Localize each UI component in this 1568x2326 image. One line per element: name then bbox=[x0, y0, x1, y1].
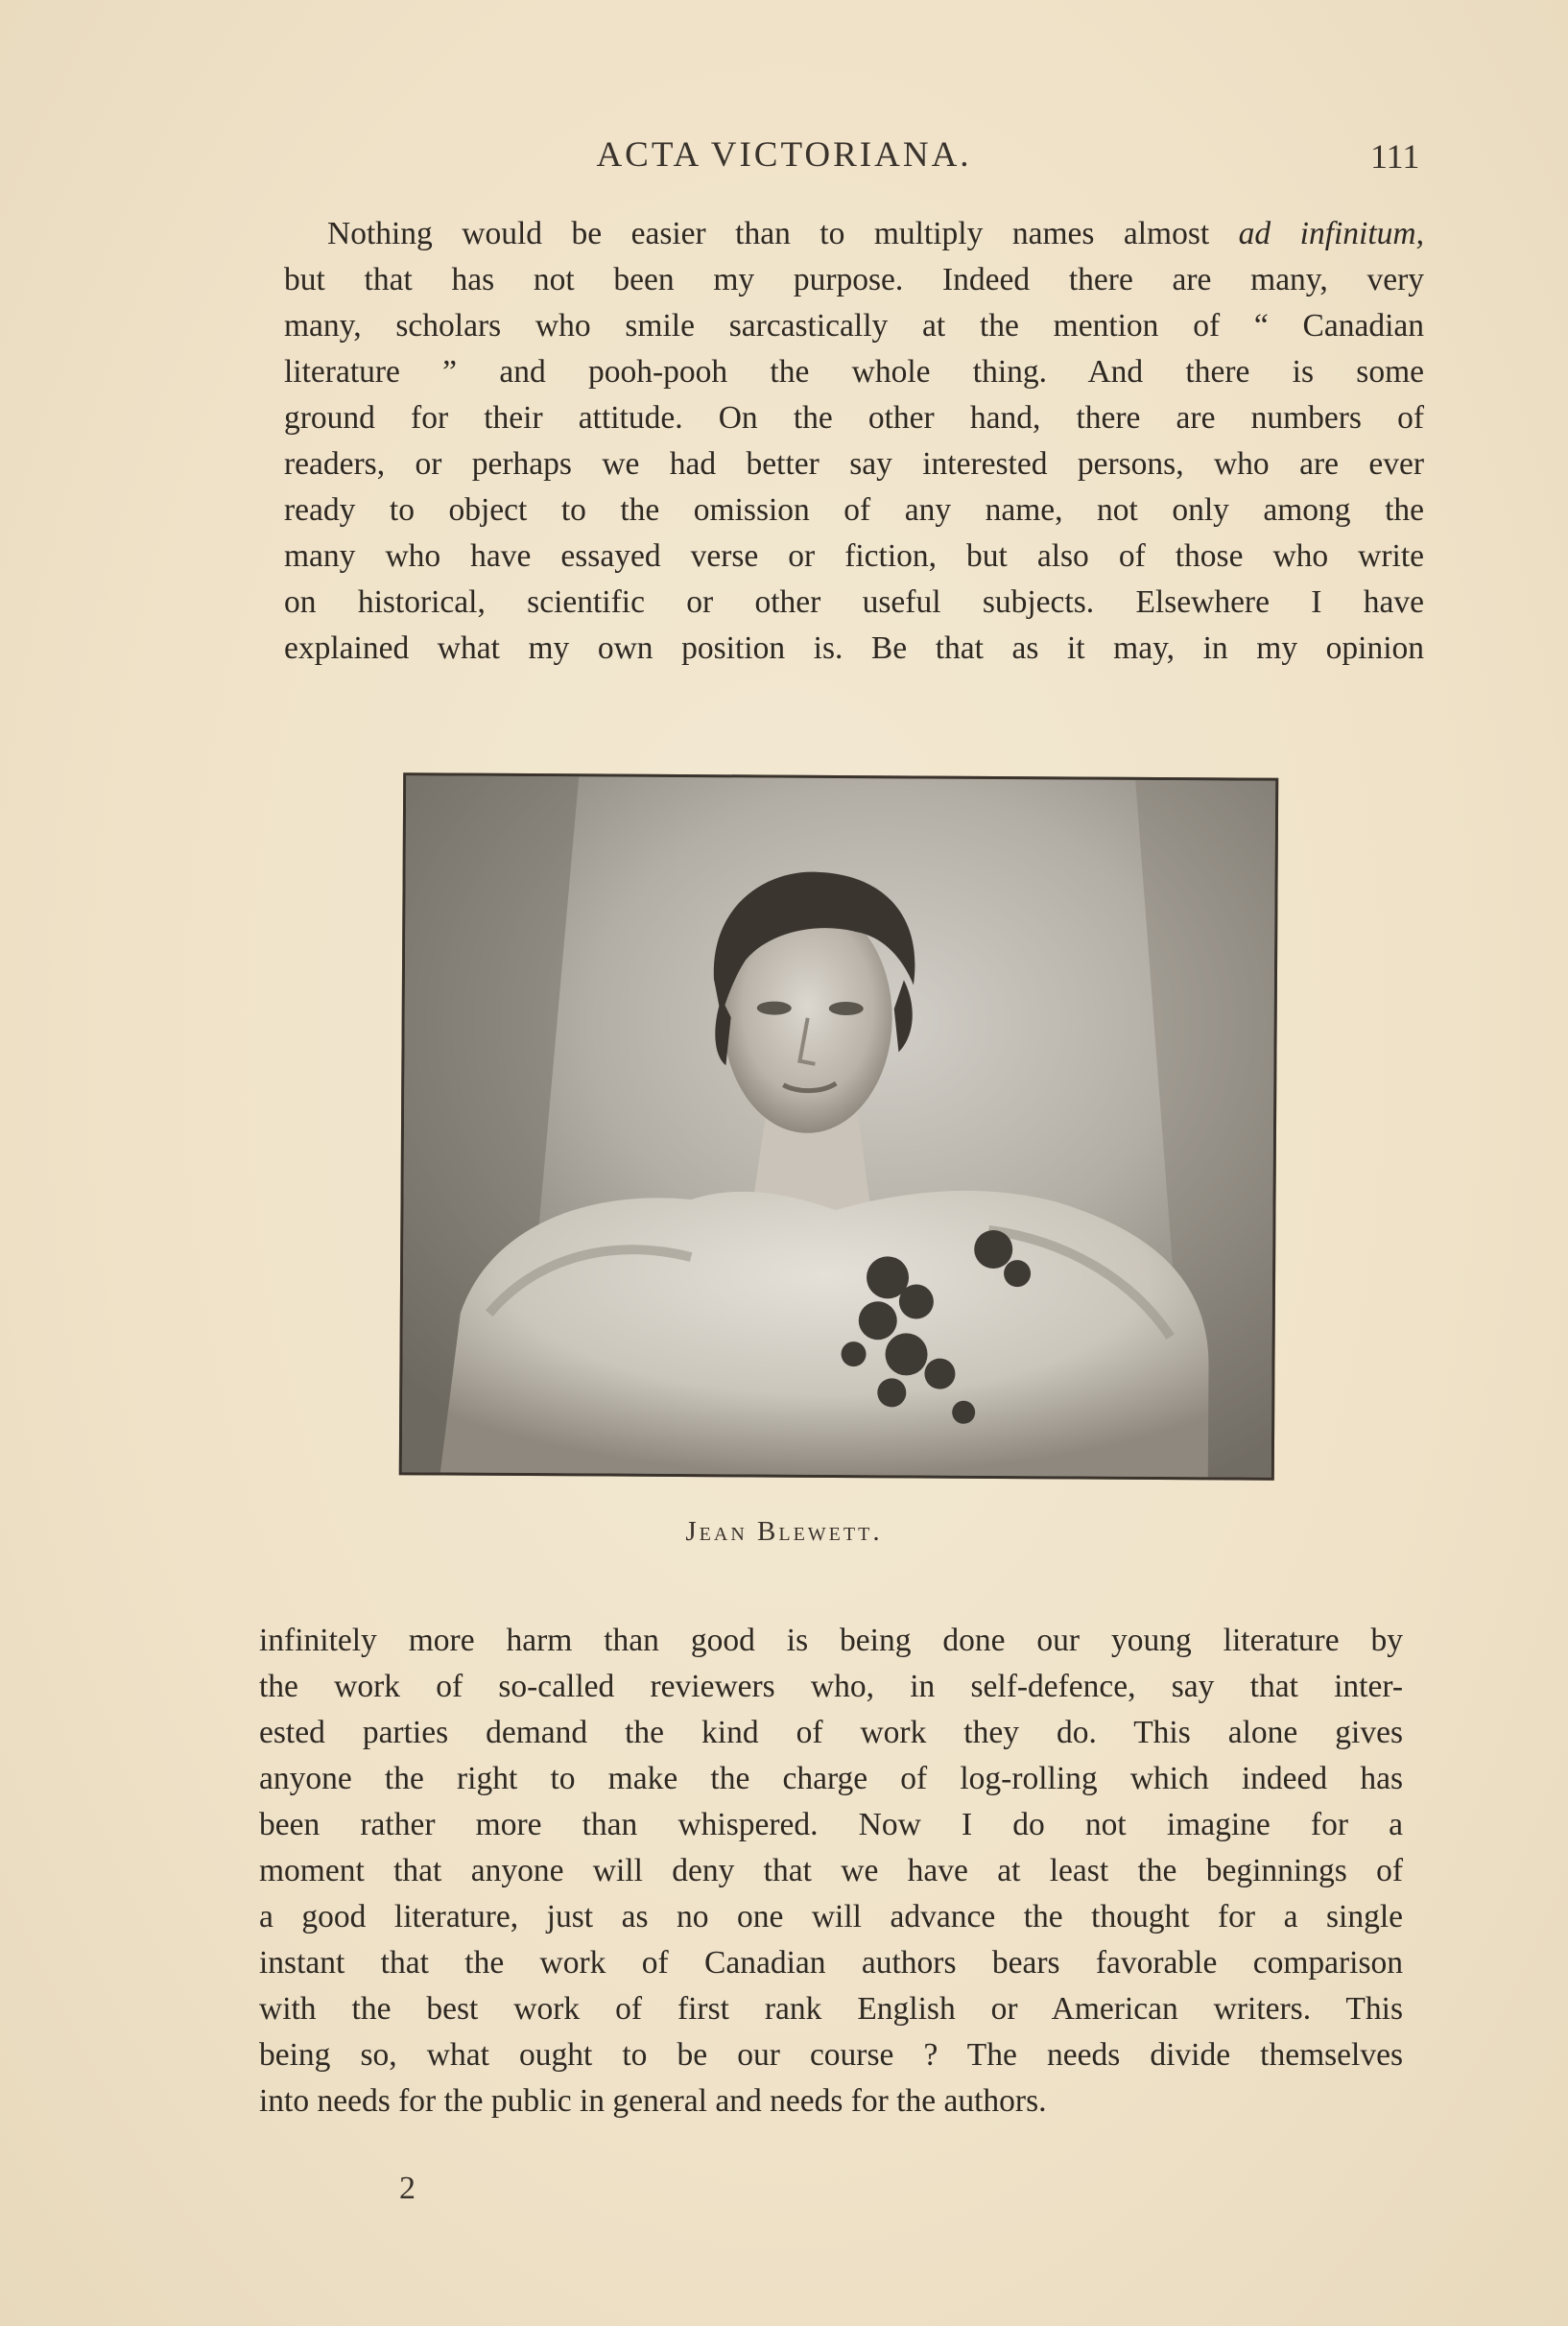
running-title: ACTA VICTORIANA. bbox=[596, 135, 972, 175]
text-line: being so, what ought to be our course ? The needs divide themselves bbox=[259, 2037, 1403, 2073]
text-line-last: into needs for the public in general and needs for the authors. bbox=[259, 2083, 1047, 2119]
italic-phrase: ad infinitum, bbox=[1238, 216, 1424, 251]
paragraph-bottom bbox=[259, 1618, 1403, 2124]
text-line: many, scholars who smile sarcastically at the mention of “ Canadian bbox=[284, 308, 1424, 344]
paragraph-top bbox=[284, 211, 1424, 672]
text-line: ested parties demand the kind of work they do. This alone gives bbox=[259, 1715, 1403, 1750]
text-line: anyone the right to make the charge of log-rolling which indeed has bbox=[259, 1761, 1403, 1796]
signature-mark: 2 bbox=[399, 2171, 416, 2206]
text-line: ground for their attitude. On the other hand, there are numbers of bbox=[284, 400, 1424, 436]
text-line: readers, or perhaps we had better say interested persons, who are ever bbox=[284, 446, 1424, 482]
page-number: 111 bbox=[1370, 137, 1420, 176]
text-line: on historical, scientific or other useful subjects. Elsewhere I have bbox=[284, 584, 1424, 620]
portrait-photograph bbox=[399, 772, 1278, 1481]
text-line: but that has not been my purpose. Indeed there are many, very bbox=[284, 262, 1424, 297]
running-head bbox=[0, 134, 1568, 182]
text-line: the work of so-called reviewers who, in self-defence, say that inter- bbox=[259, 1669, 1403, 1704]
text-line: been rather more than whispered. Now I do not imagine for a bbox=[259, 1807, 1403, 1842]
text-line: literature ” and pooh-pooh the whole thing. And there is some bbox=[284, 354, 1424, 390]
text-line: many who have essayed verse or fiction, but also of those who write bbox=[284, 538, 1424, 574]
text-line-first-lead: Nothing would be easier than to multiply names almost bbox=[327, 216, 1239, 251]
text-line: explained what my own position is. Be that as it may, in my opinion bbox=[284, 630, 1424, 666]
figure-caption: Jean Blewett. bbox=[685, 1516, 883, 1547]
text-line: ready to object to the omission of any name, not only among the bbox=[284, 492, 1424, 528]
text-line: moment that anyone will deny that we have at least the beginnings of bbox=[259, 1853, 1403, 1888]
text-line: infinitely more harm than good is being done our young literature by bbox=[259, 1623, 1403, 1658]
portrait-image bbox=[402, 775, 1275, 1478]
text-line-first bbox=[284, 211, 1424, 257]
text-line: instant that the work of Canadian authors bears favorable comparison bbox=[259, 1945, 1403, 1981]
text-line: a good literature, just as no one will advance the thought for a single bbox=[259, 1899, 1403, 1934]
text-line: with the best work of first rank English or American writers. This bbox=[259, 1991, 1403, 2027]
